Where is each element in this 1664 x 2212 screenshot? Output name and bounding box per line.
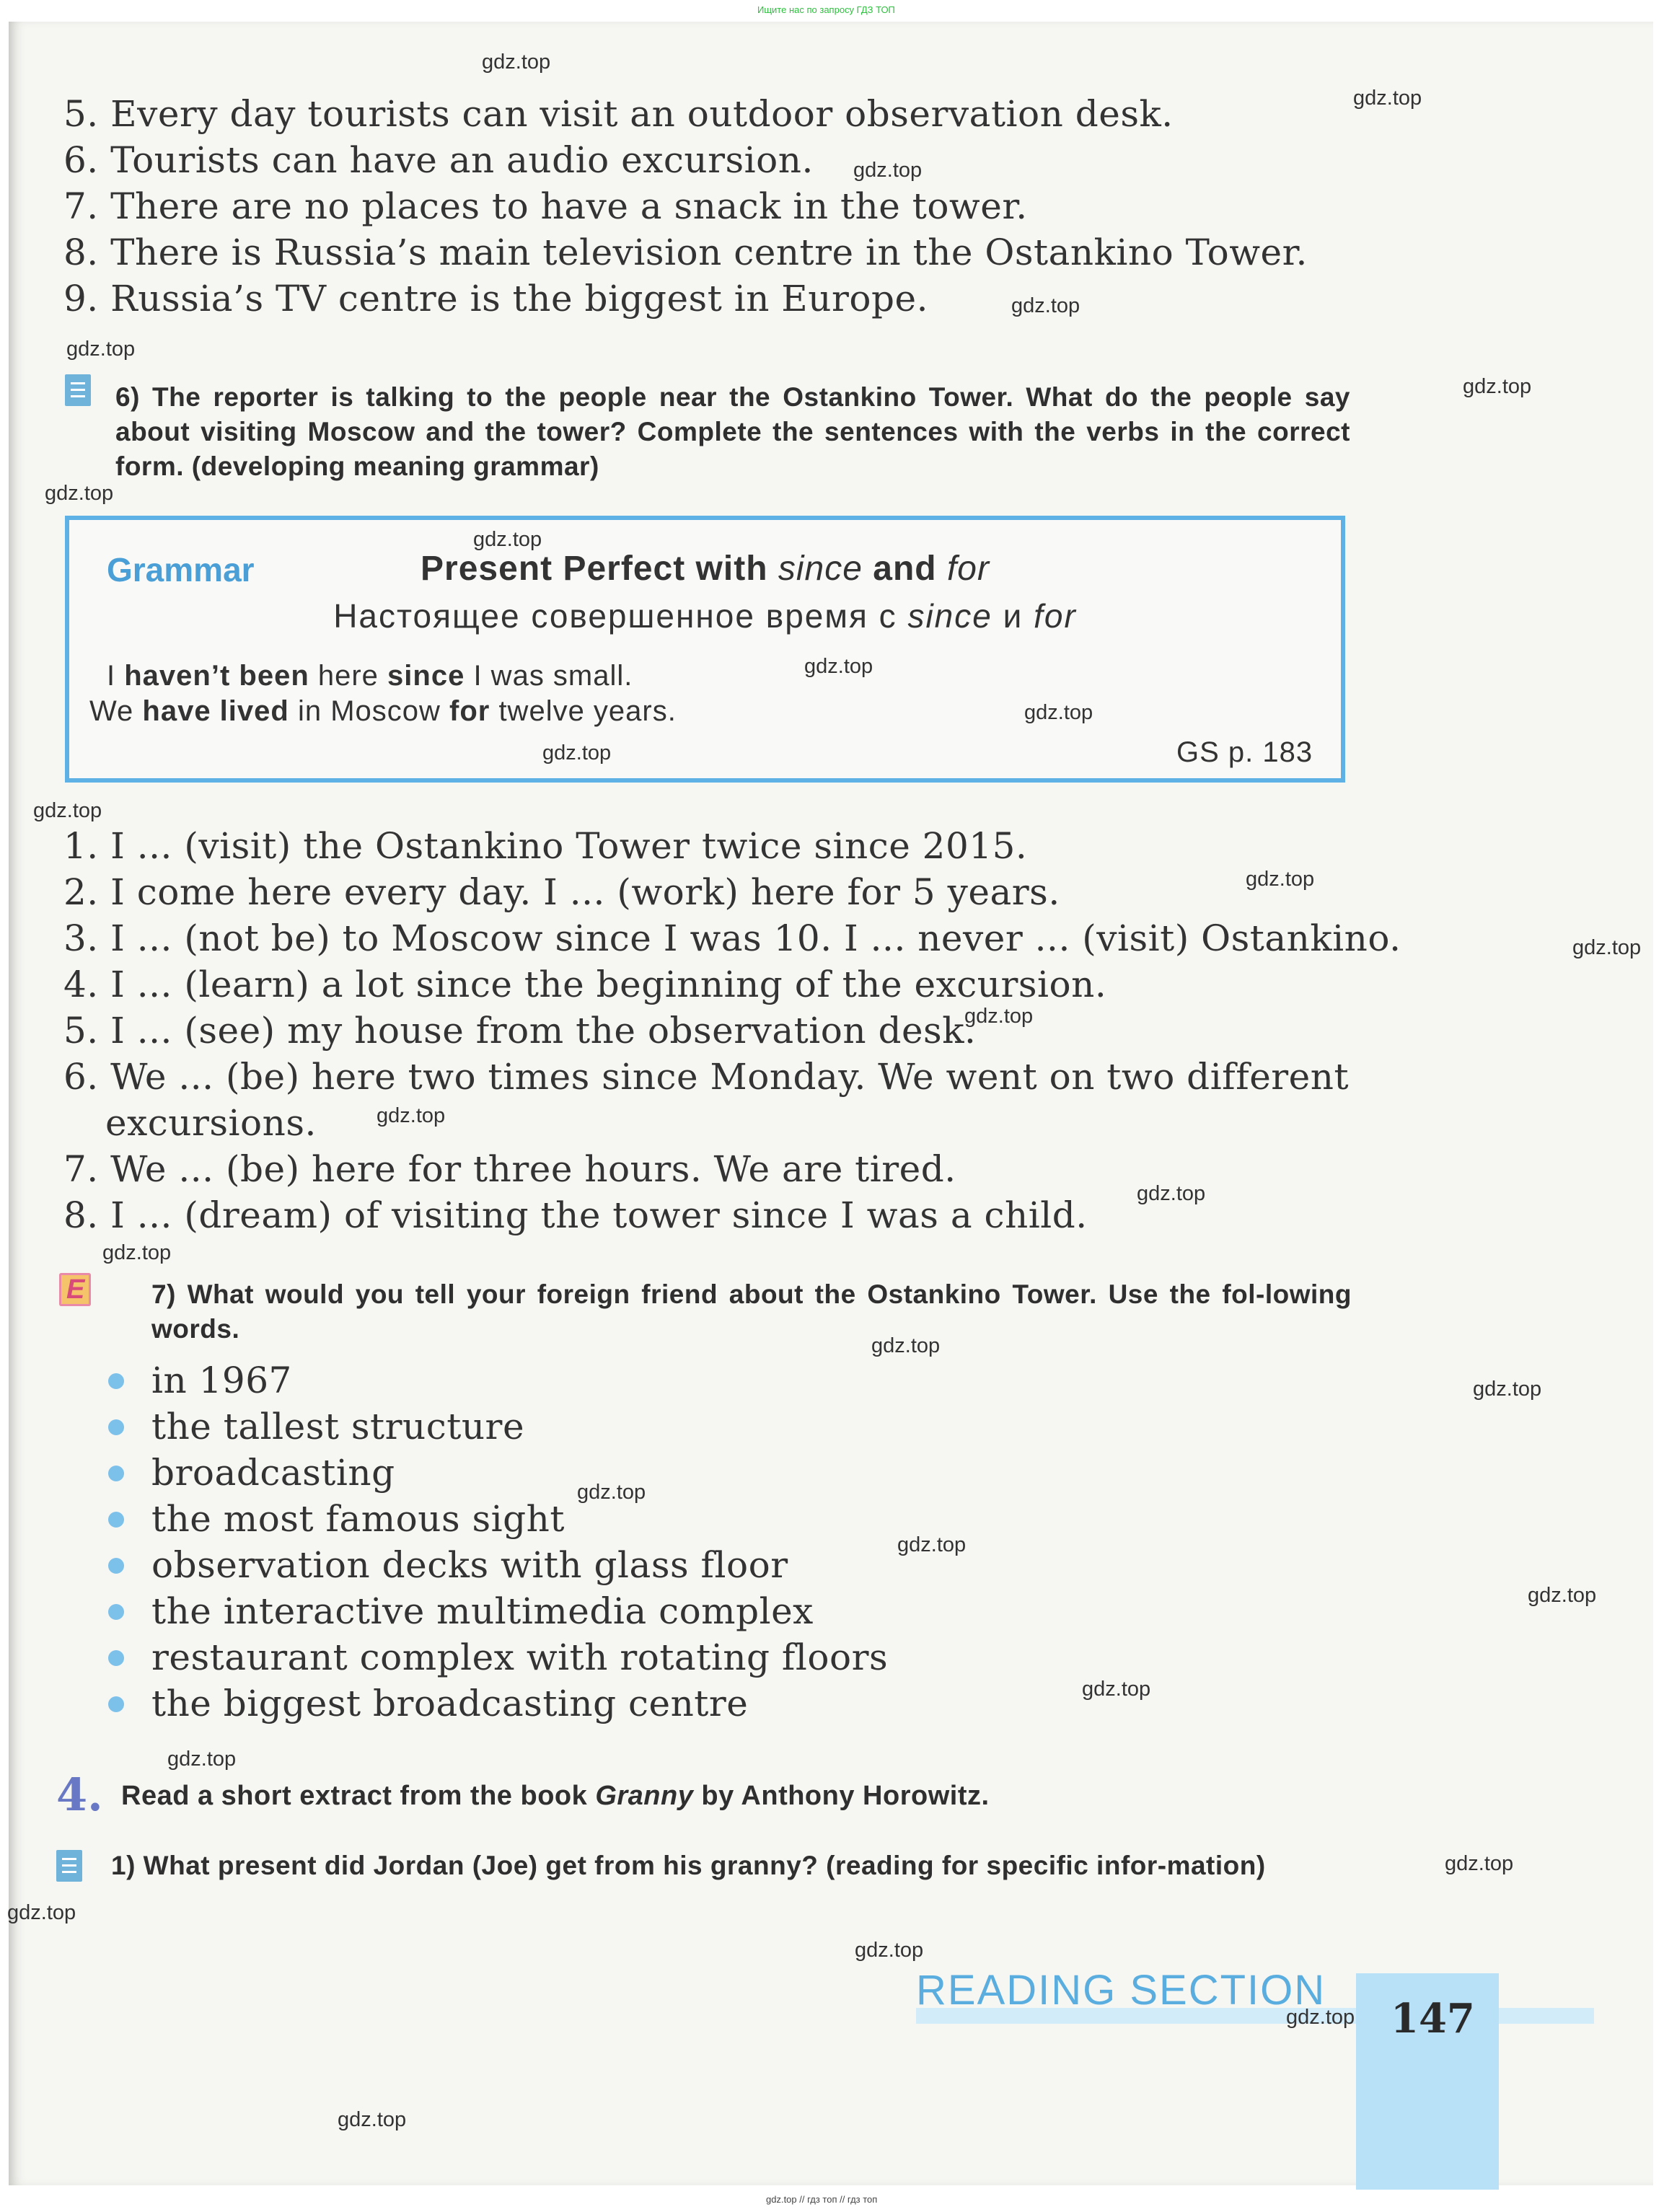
watermark: gdz.top bbox=[1024, 701, 1093, 724]
word-item: in 1967 bbox=[108, 1357, 888, 1404]
watermark: gdz.top bbox=[897, 1533, 967, 1556]
watermark: gdz.top bbox=[33, 799, 102, 822]
word-item: the tallest structure bbox=[108, 1404, 888, 1450]
ex-text: here bbox=[309, 660, 388, 692]
statement-item: 9. Russia’s TV centre is the biggest in Europe. bbox=[63, 278, 928, 320]
statement-item: 5. Every day tourists can visit an outdoor observation desk. bbox=[63, 93, 1174, 135]
watermark: gdz.top bbox=[1473, 1378, 1542, 1401]
grammar-example-1 bbox=[107, 660, 633, 692]
watermark: gdz.top bbox=[577, 1481, 646, 1504]
word-list bbox=[108, 1357, 888, 1727]
title-since: since bbox=[778, 550, 863, 588]
list-icon bbox=[56, 1850, 82, 1882]
sentence-item: 2. I come here every day. I ... (work) here for 5 years. bbox=[63, 871, 1060, 913]
e-icon-letter: E bbox=[66, 1274, 85, 1305]
exercise-4-number: 4. bbox=[56, 1768, 103, 1821]
title-for: for bbox=[946, 550, 990, 588]
grammar-label: Grammar bbox=[107, 551, 255, 589]
bottom-banner: gdz.top // гдз топ // гдз топ bbox=[766, 2194, 878, 2205]
watermark: gdz.top bbox=[964, 1005, 1034, 1028]
title-part: Present Perfect with bbox=[421, 550, 778, 588]
statement-item: 8. There is Russia’s main television centre in the Ostankino Tower. bbox=[63, 232, 1308, 273]
list-icon bbox=[65, 374, 91, 406]
watermark: gdz.top bbox=[804, 655, 873, 678]
watermark: gdz.top bbox=[1572, 936, 1642, 959]
sentence-item: 3. I ... (not be) to Moscow since I was 10. I ... never ... (visit) Ostankino. bbox=[63, 917, 1401, 959]
ex-text: I bbox=[107, 660, 125, 692]
true-false-statements bbox=[63, 91, 1308, 322]
sentence-item: 6. We ... (be) here two times since Monday. We went on two different bbox=[63, 1056, 1350, 1098]
watermark: gdz.top bbox=[167, 1748, 237, 1771]
sentence-item: excursions. bbox=[105, 1102, 317, 1144]
sentence-item: 5. I ... (see) my house from the observation desk. bbox=[63, 1010, 977, 1052]
grammar-reference: GS p. 183 bbox=[1176, 736, 1313, 768]
word-item: observation decks with glass floor bbox=[108, 1542, 888, 1588]
watermark: gdz.top bbox=[1011, 294, 1080, 317]
sentence-item: 1. I ... (visit) the Ostankino Tower twice since 2015. bbox=[63, 825, 1028, 867]
ex-bold: have lived bbox=[142, 695, 289, 727]
watermark: gdz.top bbox=[1246, 868, 1315, 891]
watermark: gdz.top bbox=[66, 338, 136, 361]
watermark: gdz.top bbox=[482, 50, 551, 74]
ex-bold: haven’t been bbox=[124, 660, 309, 692]
watermark: gdz.top bbox=[102, 1241, 172, 1264]
subtitle-for: for bbox=[1034, 597, 1077, 635]
watermark: gdz.top bbox=[1286, 2006, 1355, 2029]
ex4-book-title: Granny bbox=[595, 1781, 694, 1811]
watermark: gdz.top bbox=[542, 741, 612, 764]
watermark: gdz.top bbox=[853, 159, 923, 182]
watermark: gdz.top bbox=[871, 1334, 941, 1357]
sentence-item: 7. We ... (be) here for three hours. We are tired. bbox=[63, 1148, 956, 1190]
watermark: gdz.top bbox=[1353, 87, 1422, 110]
word-item: restaurant complex with rotating floors bbox=[108, 1634, 888, 1680]
grammar-sentences bbox=[63, 823, 1401, 1238]
sentence-item: 8. I ... (dream) of visiting the tower since I was a child. bbox=[63, 1194, 1088, 1236]
watermark: gdz.top bbox=[377, 1104, 446, 1127]
subtitle-part: и bbox=[992, 597, 1034, 635]
task-7-instruction: 7) What would you tell your foreign friend about the Ostankino Tower. Use the fol-lowing words. bbox=[151, 1279, 1352, 1344]
subtitle-since: since bbox=[907, 597, 992, 635]
grammar-box bbox=[65, 516, 1345, 783]
watermark: gdz.top bbox=[45, 482, 114, 505]
watermark: gdz.top bbox=[1463, 375, 1532, 398]
ex-text: We bbox=[89, 695, 143, 727]
ex4-text: by Anthony Horowitz. bbox=[693, 1781, 990, 1811]
top-banner: Ищите нас по запросу ГДЗ ТОП bbox=[757, 4, 895, 15]
ex-bold: for bbox=[449, 695, 490, 727]
e-icon bbox=[59, 1273, 91, 1306]
ex-bold: since bbox=[387, 660, 465, 692]
grammar-example-2 bbox=[89, 695, 677, 728]
watermark: gdz.top bbox=[7, 1901, 76, 1924]
watermark: gdz.top bbox=[473, 528, 542, 551]
section-label: READING SECTION bbox=[916, 1967, 1326, 2014]
watermark: gdz.top bbox=[1137, 1182, 1206, 1205]
watermark: gdz.top bbox=[855, 1939, 924, 1962]
page-number: 147 bbox=[1391, 1995, 1475, 2043]
word-item: broadcasting bbox=[108, 1450, 888, 1496]
statement-item: 7. There are no places to have a snack in the tower. bbox=[63, 185, 1028, 227]
watermark: gdz.top bbox=[1528, 1584, 1597, 1607]
ex-text: in Moscow bbox=[289, 695, 449, 727]
watermark: gdz.top bbox=[1082, 1678, 1151, 1701]
word-item: the biggest broadcasting centre bbox=[108, 1680, 888, 1727]
subtitle-part: Настоящее совершенное время с bbox=[333, 597, 908, 635]
grammar-title bbox=[69, 549, 1341, 589]
watermark: gdz.top bbox=[338, 2108, 407, 2131]
ex-text: twelve years. bbox=[490, 695, 677, 727]
word-item: the interactive multimedia complex bbox=[108, 1588, 888, 1634]
grammar-subtitle bbox=[69, 596, 1341, 635]
title-part: and bbox=[862, 550, 947, 588]
task-1-instruction: 1) What present did Jordan (Joe) get from his granny? (reading for specific infor-mation) bbox=[111, 1851, 1266, 1880]
watermark: gdz.top bbox=[1445, 1852, 1514, 1875]
sentence-item: 4. I ... (learn) a lot since the beginning of the excursion. bbox=[63, 964, 1107, 1005]
task-6-instruction: 6) The reporter is talking to the people near the Ostankino Tower. What do the people say about visiting Moscow and the tower? Complete the sentences with the verbs in the correct form. (developing meaning grammar) bbox=[115, 382, 1350, 481]
ex-text: I was small. bbox=[465, 660, 633, 692]
exercise-4-instruction bbox=[121, 1779, 990, 1813]
ex4-text: Read a short extract from the book bbox=[121, 1781, 596, 1811]
word-item: the most famous sight bbox=[108, 1496, 888, 1542]
statement-item: 6. Tourists can have an audio excursion. bbox=[63, 139, 814, 181]
